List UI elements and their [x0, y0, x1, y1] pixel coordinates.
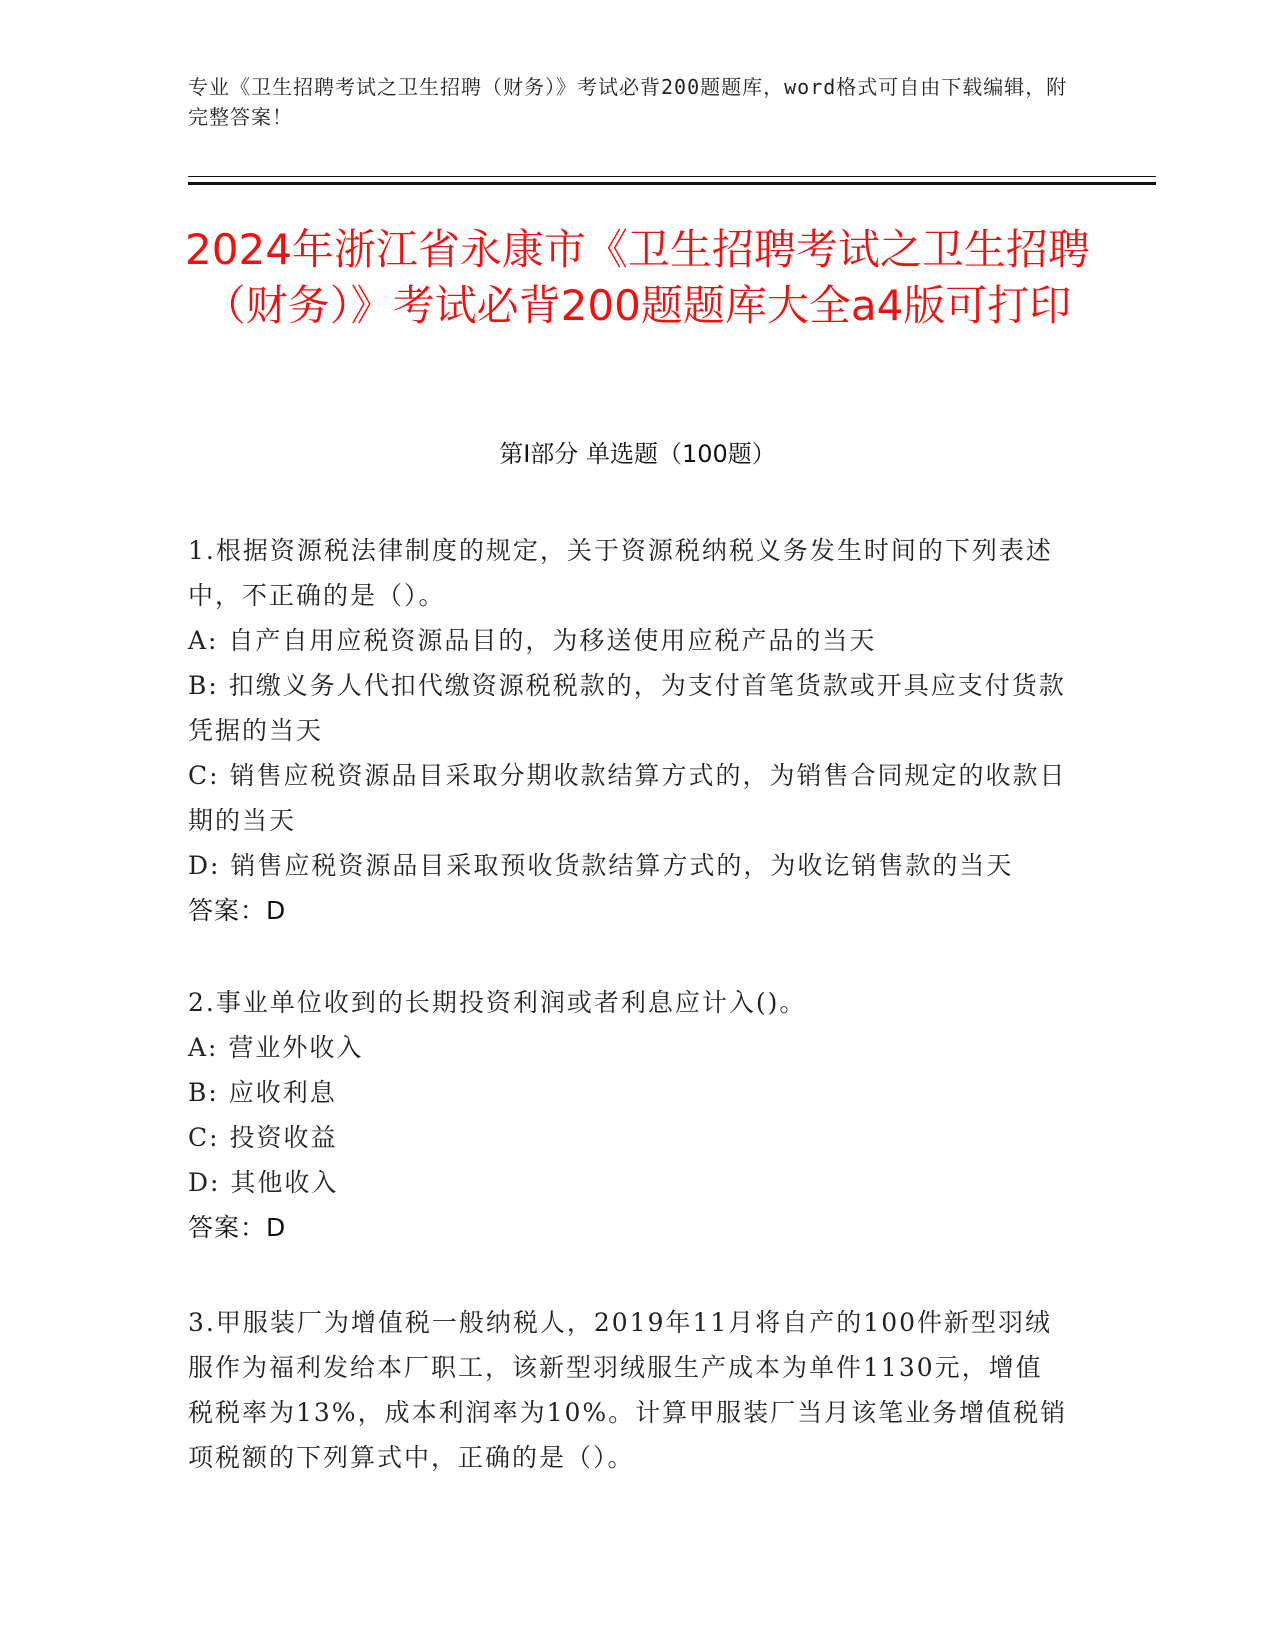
- question-3: [188, 1300, 1068, 1480]
- document-title: 2024年浙江省永康市《卫生招聘考试之卫生招聘（财务）》考试必背200题题库大全a4版可打印: [185, 225, 1090, 330]
- question-2: [188, 980, 1068, 1250]
- option-d: D: 其他收入: [188, 1168, 339, 1197]
- option-b: B: 应收利息: [188, 1078, 337, 1107]
- answer: 答案：D: [188, 896, 287, 925]
- header-note: 专业《卫生招聘考试之卫生招聘（财务）》考试必背200题题库，word格式可自由下载编辑，附完整答案！: [188, 75, 1068, 129]
- header-divider-thin: [188, 176, 1156, 177]
- option-a: A: 自产自用应税资源品目的，为移送使用应税产品的当天: [188, 626, 877, 655]
- option-c: C: 销售应税资源品目采取分期收款结算方式的，为销售合同规定的收款日期的当天: [188, 761, 1067, 835]
- option-a: A: 营业外收入: [188, 1033, 364, 1062]
- question-stem: 3.甲服装厂为增值税一般纳税人，2019年11月将自产的100件新型羽绒服作为福利发给本厂职工，该新型羽绒服生产成本为单件1130元，增值税税率为13%，成本利润率为10%。计算甲服装厂当月该笔业务增值税销项税额的下列算式中，正确的是（）。: [188, 1308, 1068, 1472]
- option-c: C: 投资收益: [188, 1123, 338, 1152]
- question-1: [188, 528, 1068, 933]
- question-stem: 2.事业单位收到的长期投资利润或者利息应计入()。: [188, 988, 807, 1017]
- question-stem: 1.根据资源税法律制度的规定，关于资源税纳税义务发生时间的下列表述中，不正确的是（）。: [188, 536, 1053, 610]
- answer: 答案：D: [188, 1213, 287, 1242]
- option-d: D: 销售应税资源品目采取预收货款结算方式的，为收讫销售款的当天: [188, 851, 1014, 880]
- header-divider-thick: [188, 182, 1156, 185]
- option-b: B: 扣缴义务人代扣代缴资源税税款的，为支付首笔货款或开具应支付货款凭据的当天: [188, 671, 1066, 745]
- section-title: 第I部分 单选题（100题）: [499, 440, 776, 468]
